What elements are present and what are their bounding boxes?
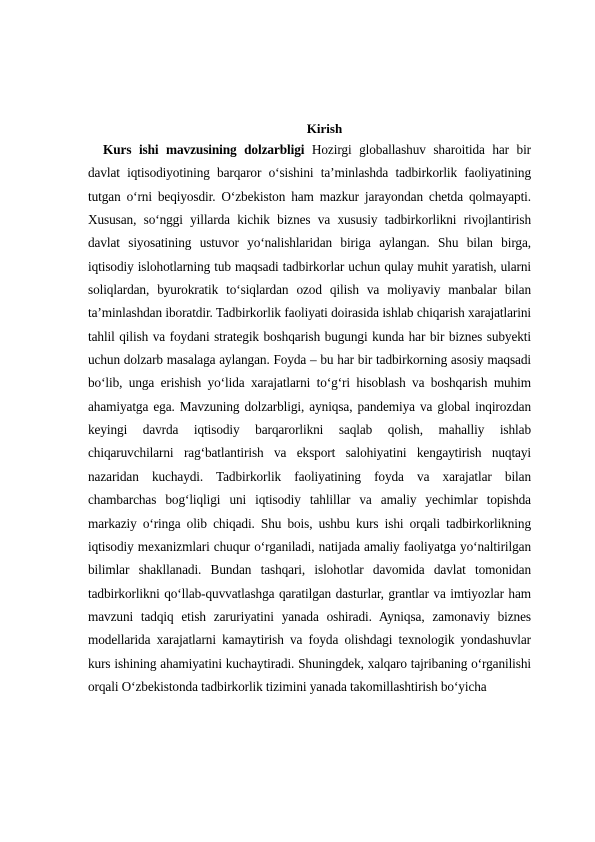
lead-phrase: Kurs ishi mavzusining dolzarbligi [103,142,305,157]
page-content [88,120,531,698]
paragraph-text: Hozirgi globallashuv sharoitida har bir davlat iqtisodiyotining barqaror o‘sishini ta’minlashda tadbirkorlik faoliyatining tutgan o‘rni beqiyosdir. O‘zbekiston ham mazkur jarayondan chetda qolmayapti. Xususan, so‘nggi yillarda kichik biznes va xususiy tadbirkorlikni rivojlantirish davlat siyosatining ustuvor yo‘nalishlaridan biriga aylangan. Shu bilan birga, iqtisodiy islohotlarning tub maqsadi tadbirkorlar uchun qulay muhit yaratish, ularni soliqlardan, byurokratik to‘siqlardan ozod qilish va moliyaviy manbalar bilan ta’minlashdan iboratdir. Tadbirkorlik faoliyati doirasida ishlab chiqarish xarajatlarini tahlil qilish va foydani strategik boshqarish bugungi kunda har bir biznes subyekti uchun dolzarb masalaga aylangan. Foyda – bu har bir tadbirkorning asosiy maqsadi bo‘lib, unga erishish yo‘lida xarajatlarni to‘g‘ri hisoblash va boshqarish muhim ahamiyatga ega. Mavzuning dolzarbligi, ayniqsa, pandemiya va global inqirozdan keyingi davrda iqtisodiy barqarorlikni saqlab qolish, mahalliy ishlab chiqaruvchilarni rag‘batlantirish va eksport salohiyatini kengaytirish nuqtayi nazaridan kuchaydi. Tadbirkorlik faoliyatining foyda va xarajatlar bilan chambarchas bog‘liqligi uni iqtisodiy tahlillar va amaliy yechimlar topishda markaziy o‘ringa olib chiqadi. Shu bois, ushbu kurs ishi orqali tadbirkorlikning iqtisodiy mexanizmlari chuqur o‘rganiladi, natijada amaliy faoliyatga yo‘naltirilgan bilimlar shakllanadi. Bundan tashqari, islohotlar davomida davlat tomonidan tadbirkorlikni qo‘llab-quvvatlashga qaratilgan dasturlar, grantlar va imtiyozlar ham mavzuni tadqiq etish zaruriyatini yanada oshiradi. Ayniqsa, zamonaviy biznes modellarida xarajatlarni kamaytirish va foyda olishdagi texnologik yondashuvlar kurs ishining ahamiyatini kuchaytiradi. Shuningdek, xalqaro tajribaning o‘rganilishi orqali O‘zbekistonda tadbirkorlik tizimini yanada takomillashtirish bo‘yicha [88,142,531,694]
body-paragraph [88,138,531,698]
section-heading: Kirish [306,121,343,136]
